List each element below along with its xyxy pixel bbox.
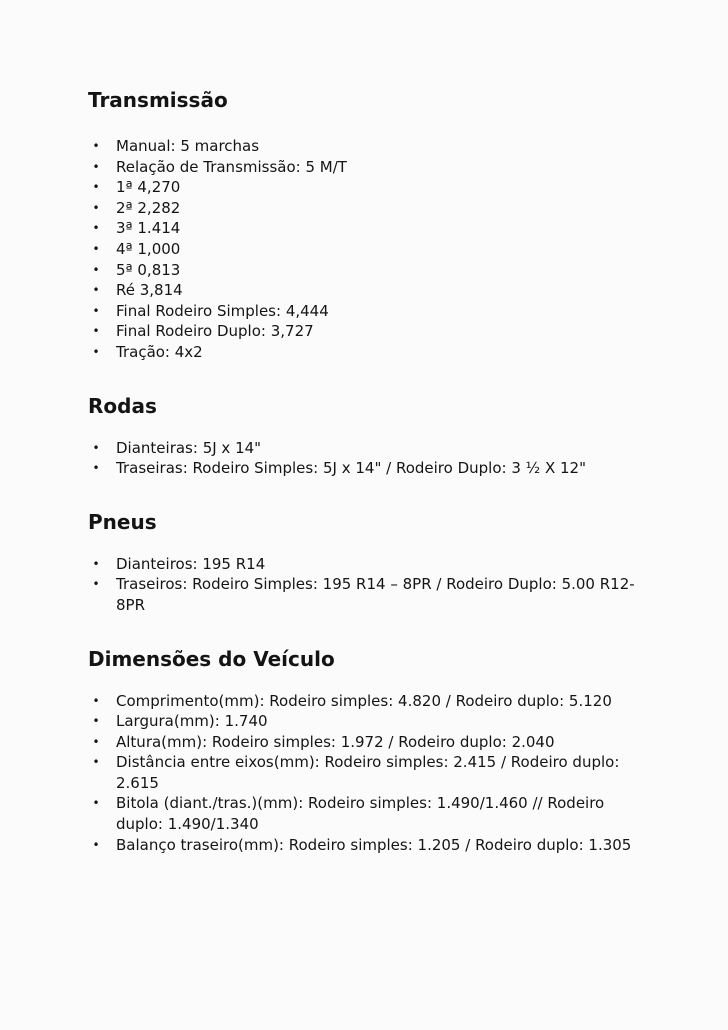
bullet-icon: •	[92, 461, 100, 476]
list-item-text: Distância entre eixos(mm): Rodeiro simples: 2.415 / Rodeiro duplo: 2.615	[116, 753, 620, 792]
list-item	[88, 554, 638, 575]
list-item-text: Manual: 5 marchas	[116, 137, 260, 155]
list-item-text: Final Rodeiro Simples: 4,444	[116, 301, 329, 320]
bullet-icon: •	[92, 556, 100, 571]
list-item-text: 1ª 4,270	[116, 178, 181, 197]
list-item	[88, 438, 638, 459]
list-item	[88, 691, 638, 712]
list-item	[88, 198, 638, 219]
bullet-icon: •	[92, 283, 100, 298]
list-item	[88, 157, 638, 178]
list-item-text: 2ª 2,282	[116, 198, 181, 217]
spec-list	[88, 438, 638, 479]
list-item	[88, 752, 638, 793]
section-title: Rodas	[88, 393, 157, 418]
bullet-icon: •	[92, 755, 100, 770]
list-item	[88, 321, 638, 342]
list-item-text: Altura(mm): Rodeiro simples: 1.972 / Rodeiro duplo: 2.040	[116, 732, 555, 751]
list-item	[88, 177, 638, 198]
list-item	[88, 574, 638, 615]
list-item	[88, 458, 638, 479]
list-item-text: Traseiros: Rodeiro Simples: 195 R14 – 8PR / Rodeiro Duplo: 5.00 R12- 8PR	[116, 575, 635, 614]
list-item	[88, 732, 638, 753]
list-item	[88, 711, 638, 732]
spec-list	[88, 554, 638, 616]
list-item-text: 3ª 1.414	[116, 219, 181, 238]
bullet-icon: •	[92, 241, 100, 256]
list-item	[88, 301, 638, 322]
list-item	[88, 239, 638, 260]
bullet-icon: •	[92, 324, 100, 339]
list-item-text: Largura(mm): 1.740	[116, 712, 268, 731]
list-item-text: Ré 3,814	[116, 281, 183, 300]
list-item	[88, 280, 638, 301]
list-item-text: 4ª 1,000	[116, 239, 181, 258]
section-dimensoes	[88, 646, 638, 856]
list-item	[88, 342, 638, 363]
bullet-icon: •	[92, 440, 100, 455]
bullet-icon: •	[92, 577, 100, 592]
bullet-icon: •	[92, 180, 100, 195]
bullet-icon: •	[92, 221, 100, 236]
section-title: Dimensões do Veículo	[88, 646, 335, 671]
list-item	[88, 218, 638, 239]
list-item-text: Balanço traseiro(mm): Rodeiro simples: 1.205 / Rodeiro duplo: 1.305	[116, 835, 632, 854]
bullet-icon: •	[92, 344, 100, 359]
section-title: Transmissão	[88, 88, 228, 112]
list-item-text: Relação de Transmissão: 5 M/T	[116, 157, 347, 176]
bullet-icon: •	[92, 693, 100, 708]
section-pneus	[88, 509, 638, 616]
list-item	[88, 260, 638, 281]
list-item-text: Final Rodeiro Duplo: 3,727	[116, 322, 314, 341]
bullet-icon: •	[92, 159, 100, 174]
list-item-text: 5ª 0,813	[116, 260, 181, 279]
spec-list	[88, 136, 638, 363]
list-item-text: Dianteiras: 5J x 14"	[116, 438, 262, 457]
section-rodas	[88, 393, 638, 479]
list-item	[88, 835, 638, 856]
spec-list	[88, 691, 638, 856]
bullet-icon: •	[92, 200, 100, 215]
bullet-icon: •	[92, 303, 100, 318]
list-item-text: Dianteiros: 195 R14	[116, 554, 266, 573]
bullet-icon: •	[92, 714, 100, 729]
list-item-text: Bitola (diant./tras.)(mm): Rodeiro simples: 1.490/1.460 // Rodeiro duplo: 1.490/1.340	[116, 794, 605, 834]
bullet-icon: •	[92, 796, 100, 811]
list-item	[88, 793, 638, 834]
bullet-icon: •	[92, 734, 100, 749]
list-item-text: Comprimento(mm): Rodeiro simples: 4.820 / Rodeiro duplo: 5.120	[116, 691, 612, 710]
list-item-text: Tração: 4x2	[116, 342, 203, 361]
section-title: Pneus	[88, 509, 157, 534]
list-item-text: Traseiras: Rodeiro Simples: 5J x 14" / Rodeiro Duplo: 3 ½ X 12"	[116, 459, 586, 478]
section-transmissao	[88, 87, 638, 363]
bullet-icon: •	[92, 139, 100, 153]
bullet-icon: •	[92, 262, 100, 277]
bullet-icon: •	[92, 837, 100, 852]
list-item	[88, 136, 638, 157]
